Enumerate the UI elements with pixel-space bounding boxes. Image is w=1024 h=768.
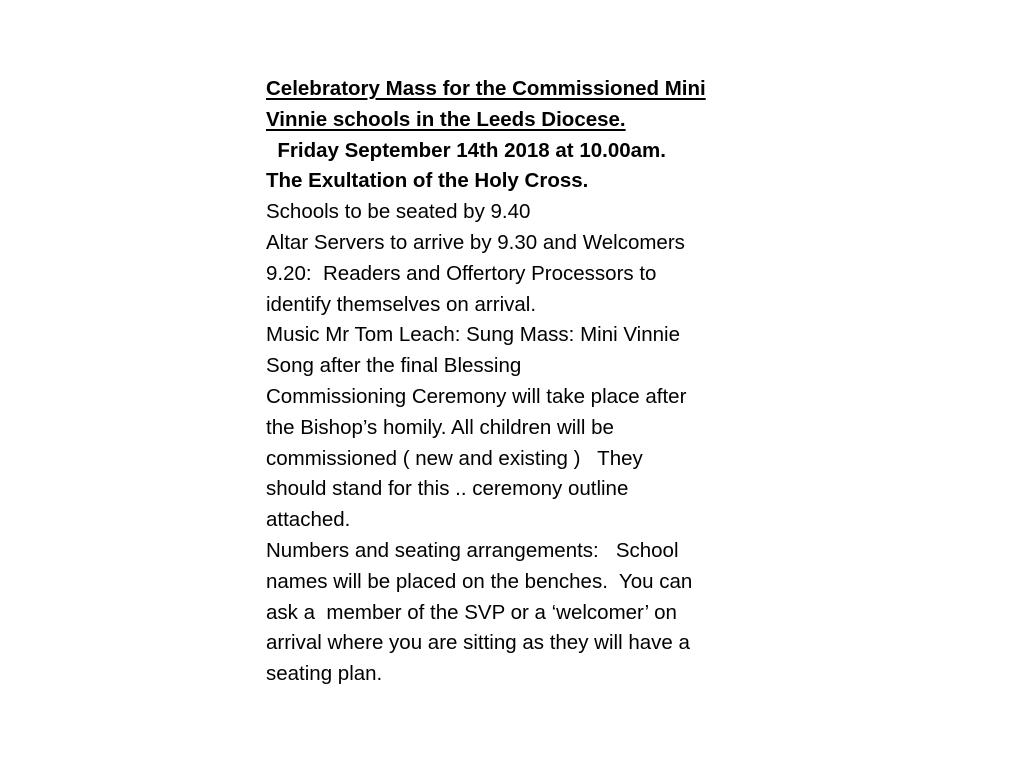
body-line-10: should stand for this .. ceremony outline <box>266 477 629 501</box>
slide-text-block <box>266 74 766 690</box>
body-line-3: 9.20: Readers and Offertory Processors to <box>266 261 657 285</box>
body-line-6: Song after the final Blessing <box>266 354 522 378</box>
title-line-2: Vinnie schools in the Leeds Diocese. <box>266 107 626 131</box>
title-line-1: Celebratory Mass for the Commissioned Mini <box>266 77 706 100</box>
body-line-11: attached. <box>266 508 351 532</box>
body-line-14: ask a member of the SVP or a ‘welcomer’ on <box>266 600 677 624</box>
body-line-15: arrival where you are sitting as they will have a <box>266 631 690 655</box>
body-line-12: Numbers and seating arrangements: School <box>266 538 679 562</box>
body-line-16: seating plan. <box>266 662 383 686</box>
feast-line: The Exultation of the Holy Cross. <box>266 169 589 193</box>
body-line-9: commissioned ( new and existing ) They <box>266 446 643 470</box>
date-line: Friday September 14th 2018 at 10.00am. <box>266 138 666 162</box>
body-line-8: the Bishop’s homily. All children will be <box>266 415 614 439</box>
body-line-4: identify themselves on arrival. <box>266 292 537 316</box>
body-line-7: Commissioning Ceremony will take place after <box>266 384 687 408</box>
body-line-1: Schools to be seated by 9.40 <box>266 200 531 224</box>
body-line-2: Altar Servers to arrive by 9.30 and Welcomers <box>266 230 685 254</box>
body-line-13: names will be placed on the benches. You can <box>266 569 693 593</box>
body-line-5: Music Mr Tom Leach: Sung Mass: Mini Vinnie <box>266 323 680 347</box>
